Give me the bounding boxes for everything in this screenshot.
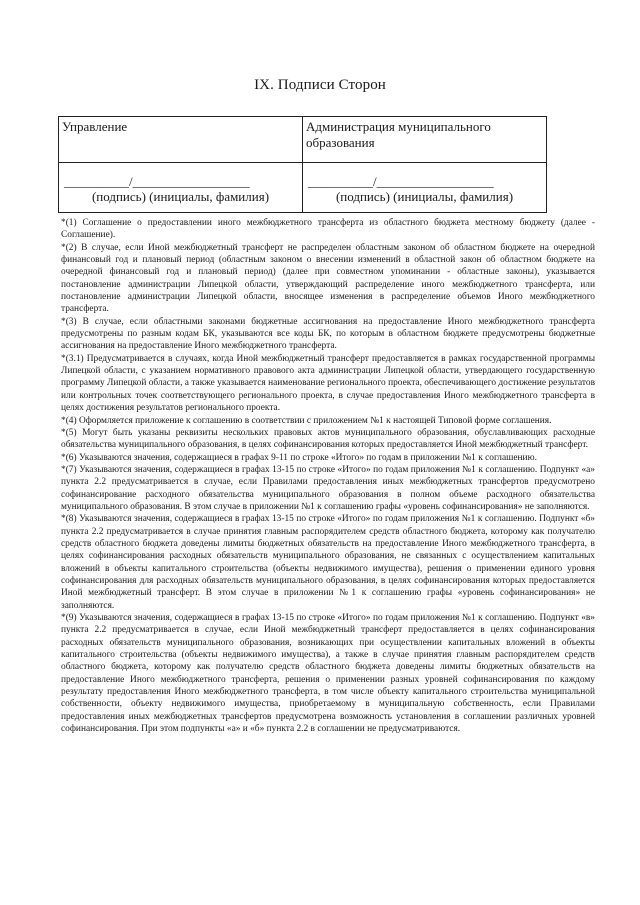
right-party-name-text: Администрация муниципального образования — [306, 119, 491, 150]
footnote-9: *(9) Указываются значения, содержащиеся в графах 13-15 по строке «Итого» по годам приложения №1 к соглашению. Подпункт «в» пункта 2.2 предусматривается в случае, если Иной межбюджетный трансферт предоставляется в целях софинансирования расходных обязательств муниципального образования, возникающих при осуществлении капитальных вложений в объекты капитального строительства (объекты недвижимого имущества), а также в случае принятия главным распорядителем средств областного бюджета, которому как получателю средств областного бюджета доведены лимиты бюджетных обязательств на предоставление Иного межбюджетного трансферта, решения о применении разных уровней софинансирования по каждому результату предоставления Иного межбюджетного трансферта, в том числе объекту капитального строительства муниципальной собственности, объекту недвижимого имущества, приобретаемому в муниципальную собственность, если Правилами предоставления иных межбюджетных трансфертов предусмотрена возможность установления в соглашении различных уровней софинансирования. При этом подпункты «а» и «б» пункта 2.2 в соглашении не предусматриваются. — [61, 613, 595, 735]
footnotes — [61, 217, 595, 735]
left-party-cell — [59, 117, 303, 163]
footnote-4: *(4) Оформляется приложение к соглашению в соответствии с приложением №1 к настоящей Типовой форме соглашения. — [61, 415, 552, 426]
footnote-2: *(2) В случае, если Иной межбюджетный трансферт не распределен областным законом об областном бюджете на очередной финансовый год и плановый период (областным законом о внесении изменений в областной закон об областном бюджете на очередной финансовый год и плановый период) (далее при совместном упоминании - областные законы), указывается постановление администрации Липецкой области, утверждающий распределение иного межбюджетного трансферта, или постановление администрации Липецкой области, вносящее изменения в распределение объемов Иного межбюджетного трансферта. — [61, 242, 595, 315]
right-signature-line: __________/__________________ — [308, 174, 494, 189]
right-party-cell — [303, 117, 547, 163]
footnote-5: *(5) Могут быть указаны реквизиты нескольких правовых актов муниципального образования, обуславливающих расходные обязательства муниципального образования, в целях софинансирования которых предоставляется Иной межбюджетный трансферт. — [61, 427, 595, 451]
footnote-8: *(8) Указываются значения, содержащиеся в графах 13-15 по строке «Итого» по годам приложения №1 к соглашению. Подпункт «б» пункта 2.2 предусматривается в случае принятия главным распорядителем средств областного бюджета, которому как получателю средств областного бюджета доведены лимиты бюджетных обязательств на предоставление Иного межбюджетного трансферта, в целях софинансирования расходных обязательств муниципального образования, не связанных с осуществлением капитальных вложений в объекты капитального строительства (объекты недвижимого имущества), решения о применении единого уровня софинансирования для расходных обязательств муниципального образования, в целях софинансирования которых предоставляется Иной межбюджетный трансферт. В этом случае в приложении №1 к соглашению графы «уровень софинансирования» не заполняются. — [61, 514, 595, 611]
signature-row — [59, 163, 547, 213]
left-signature-cell — [59, 163, 303, 213]
footnote-3: *(3) В случае, если областными законами бюджетные ассигнования на предоставление Иного межбюджетного трансферта предусмотрены по разным кодам БК, указываются все коды БК, по которым в областном бюджете предусмотрены бюджетные ассигнования на предоставление Иного межбюджетного трансферта. — [61, 316, 595, 352]
footnote-6: *(6) Указываются значения, содержащиеся в графах 9-11 по строке «Итого» по годам в приложении №1 к соглашению. — [61, 452, 537, 463]
left-party-name: Управление — [62, 119, 128, 134]
section-title: IX. Подписи Сторон — [254, 77, 386, 93]
left-signature-caption: (подпись) (инициалы, фамилия) — [91, 189, 270, 204]
left-signature-line: __________/__________________ — [64, 174, 250, 189]
footnote-3-1: *(3.1) Предусматривается в случаях, когда Иной межбюджетный трансферт предоставляется в рамках государственной программы Липецкой области, с указанием нормативного правового акта администрации Липецкой области, утвердающего государственную программу Липецкой области, а также указывается наименование регионального проекта, обеспечивающего достижение результатов или контрольных точек соответствующего регионального проекта, в случае предоставления Иного межбюджетного трансферта в целях достижения результатов регионального проекта. — [61, 353, 595, 414]
right-signature-cell — [303, 163, 547, 213]
footnote-7: *(7) Указываются значения, содержащиеся в графах 13-15 по строке «Итого» по годам приложения №1 к соглашению. Подпункт «а» пункта 2.2 предусматривается в случае, если Правилами предоставления иных межбюджетных трансфертов предусмотрено софинансирование расходного обязательства муниципального образования в полном объеме расходного обязательства муниципального образования. В этом случае в приложении №1 к соглашению графы «уровень софинансирования» не заполняются. — [61, 464, 595, 512]
party-names-row — [59, 117, 547, 163]
footnote-1: *(1) Соглашение о предоставлении иного межбюджетного трансферта из областного бюджета местному бюджету (далее - Соглашение). — [61, 218, 595, 241]
signatures-table — [58, 116, 547, 213]
right-party-name — [306, 119, 543, 151]
right-signature-caption: (подпись) (инициалы, фамилия) — [335, 189, 514, 204]
